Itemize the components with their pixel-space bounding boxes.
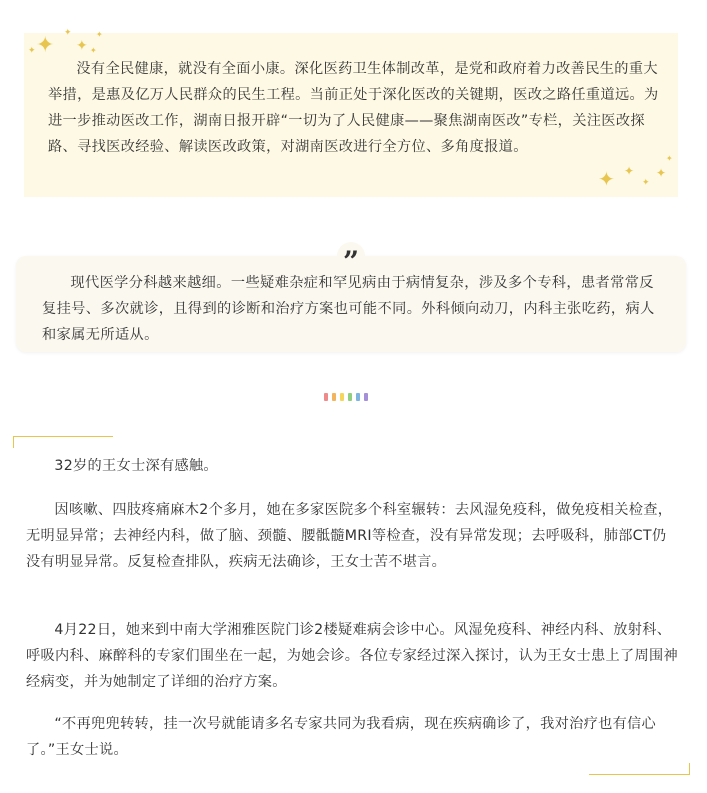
sparkle-icon: ✦ [666, 154, 673, 163]
divider-dot [364, 393, 368, 401]
body-paragraph: 因咳嗽、四肢疼痛麻木2个多月，她在多家医院多个科室辗转：去风湿免疫科，做免疫相关检查，无明显异常；去神经内科，做了脑、颈髓、腰骶髓MRI等检查，没有异常发现；去呼吸科，肺部CT仍没有明显异常。反复检查排队，疾病无法确诊，王女士苦不堪言。 [26, 502, 673, 570]
divider-dot [324, 393, 328, 401]
color-divider [324, 393, 368, 401]
sparkle-icon: ✦ [598, 167, 615, 191]
sparkle-icon: ✦ [624, 164, 635, 178]
sparkle-icon: ✦ [64, 28, 72, 38]
divider-dot [332, 393, 336, 401]
divider-dot [340, 393, 344, 401]
intro-text: 没有全民健康，就没有全面小康。深化医药卫生体制改革，是党和政府着力改善民生的重大举措，是惠及亿万人民群众的民生工程。当前正处于深化医改的关键期，医改之路任重道远。为进一步推动医改工作，湖南日报开辟“一切为了人民健康——聚焦湖南医改”专栏，关注医改探路、寻找医改经验、解读医改政策，对湖南医改进行全方位、多角度报道。 [48, 61, 659, 155]
quote-mark-icon: ” [337, 242, 365, 270]
sparkle-icon: ✦ [96, 30, 103, 39]
sparkle-icon: ✦ [36, 33, 55, 58]
body-paragraph: 4月22日，她来到中南大学湘雅医院门诊2楼疑难病会诊中心。风湿免疫科、神经内科、放射科、呼吸内科、麻醉科的专家们围坐在一起，为她会诊。各位专家经过深入探讨，认为王女士患上了周围神经病变，并为她制定了详细的治疗方案。 [26, 622, 678, 690]
corner-frame-bottom-right [589, 763, 690, 775]
body-paragraph: “不再兜兜转转，挂一次号就能请多名专家共同为我看病，现在疾病确诊了，我对治疗也有信心了。”王女士说。 [26, 716, 657, 758]
quote-text: 现代医学分科越来越细。一些疑难杂症和罕见病由于病情复杂，涉及多个专科，患者常常反复挂号、多次就诊，且得到的诊断和治疗方案也可能不同。外科倾向动刀，内科主张吃药，病人和家属无所适从。 [42, 275, 655, 343]
sparkle-icon: ✦ [656, 166, 667, 180]
sparkle-icon: ✦ [642, 178, 650, 188]
sparkle-icon: ✦ [90, 46, 97, 55]
divider-dot [348, 393, 352, 401]
sparkle-icon: ✦ [28, 46, 36, 56]
divider-dot [356, 393, 360, 401]
body-paragraph: 32岁的王女士深有感触。 [54, 458, 218, 474]
corner-frame-top-left [13, 436, 113, 448]
intro-box [24, 28, 678, 197]
sparkle-icon: ✦ [76, 38, 88, 54]
